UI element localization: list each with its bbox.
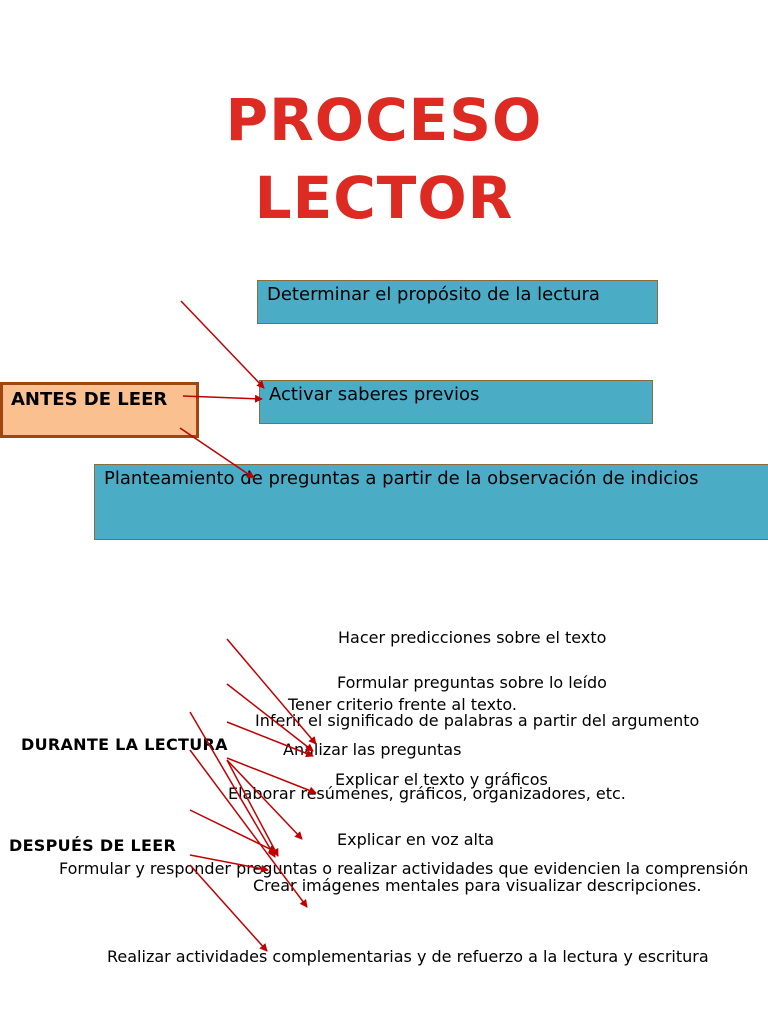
box-determinar-proposito: Determinar el propósito de la lectura <box>257 280 658 324</box>
stage-despues-de-leer: DESPUÉS DE LEER <box>9 836 177 855</box>
arrow-despues-3 <box>190 810 276 852</box>
stage-durante-la-lectura: DURANTE LA LECTURA <box>21 735 228 754</box>
title-line-2: LECTOR <box>254 164 514 232</box>
arrow-despues-1 <box>190 712 275 857</box>
box-activar-saberes: Activar saberes previos <box>259 380 653 424</box>
durante-item-formular-preguntas: Formular preguntas sobre lo leído <box>337 673 607 692</box>
durante-item-predicciones: Hacer predicciones sobre el texto <box>338 628 607 647</box>
arrow-durante-3 <box>227 722 313 756</box>
arrow-durante-1 <box>227 639 316 744</box>
despues-item-criterio: Tener criterio frente al texto. <box>288 695 517 714</box>
durante-item-imagenes-mentales: Crear imágenes mentales para visualizar descripciones. <box>253 876 702 895</box>
arrow-despues-5 <box>190 865 267 951</box>
box-planteamiento-preguntas: Planteamiento de preguntas a partir de la observación de indicios <box>94 464 768 540</box>
durante-item-inferir: Inferir el significado de palabras a partir del argumento <box>255 711 700 730</box>
arrow-despues-2 <box>190 750 307 907</box>
arrow-antes-3 <box>180 428 254 478</box>
title-line-1: PROCESO <box>225 86 543 154</box>
despues-item-formular-responder: Formular y responder preguntas o realizar actividades que evidencien la comprensión <box>59 859 749 878</box>
durante-item-analizar: Analizar las preguntas <box>283 740 462 759</box>
despues-item-actividades: Realizar actividades complementarias y de refuerzo a la lectura y escritura <box>107 947 709 966</box>
arrow-despues-4 <box>190 855 268 870</box>
arrow-durante-2 <box>227 684 313 751</box>
durante-item-voz-alta: Explicar en voz alta <box>337 830 495 849</box>
stage-antes-de-leer: ANTES DE LEER <box>0 382 199 438</box>
durante-item-explicar-texto: Explicar el texto y gráficos <box>335 770 548 789</box>
arrow-antes-1 <box>181 301 264 388</box>
arrow-antes-2 <box>183 396 262 399</box>
arrow-durante-5 <box>227 760 302 839</box>
despues-item-resumenes: Elaborar resúmenes, gráficos, organizadores, etc. <box>228 784 626 803</box>
arrow-durante-4 <box>227 758 316 793</box>
